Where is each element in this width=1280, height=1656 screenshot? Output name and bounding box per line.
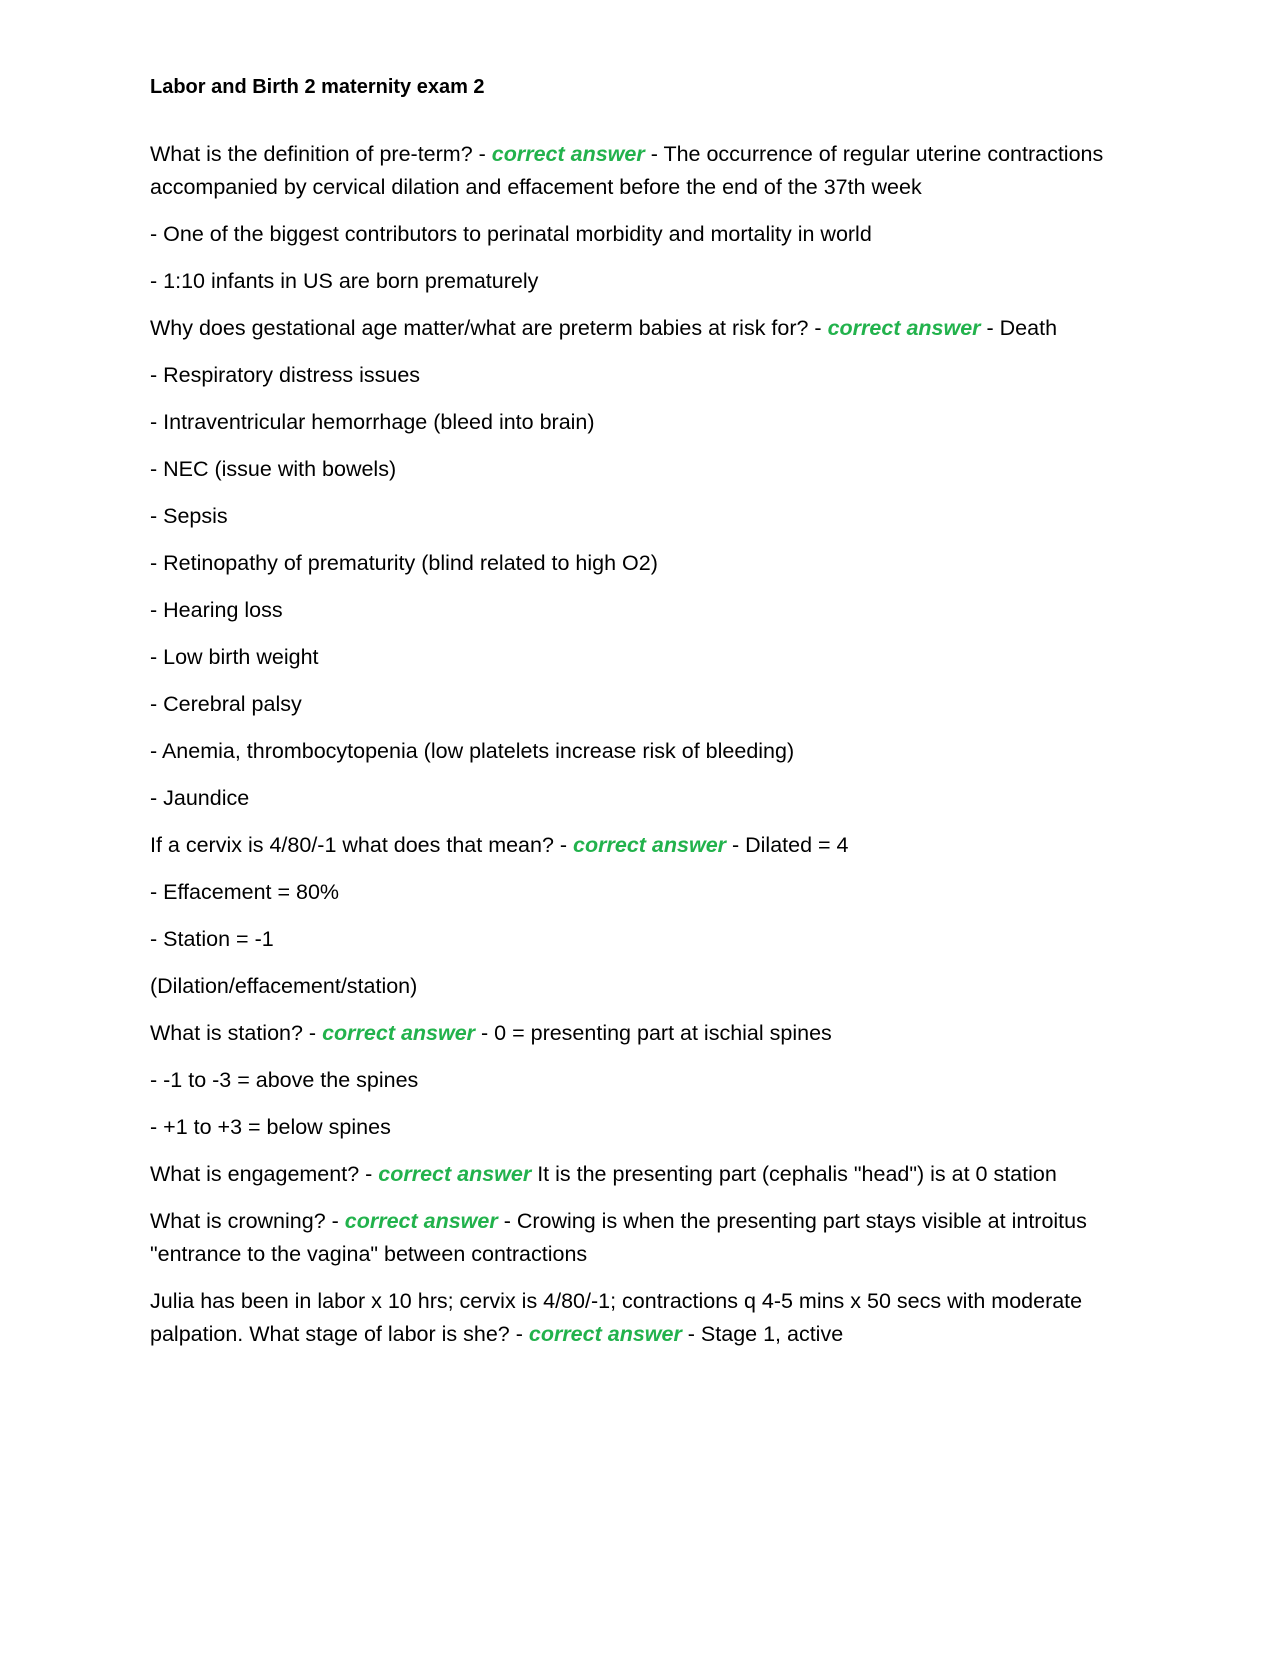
answer-text: - The occurrence of regular uterine contractions accompanied by cervical dilation and effacement before the end of the 37th week xyxy=(150,142,1104,199)
document-title: Labor and Birth 2 maternity exam 2 xyxy=(150,76,485,98)
qa-paragraph xyxy=(150,1205,1150,1271)
question-text: What is the definition of pre-term? - xyxy=(150,142,492,166)
text-paragraph: - Sepsis xyxy=(150,504,228,528)
text-paragraph: - Cerebral palsy xyxy=(150,692,302,716)
text-paragraph: - Respiratory distress issues xyxy=(150,363,421,387)
correct-answer-label: correct answer xyxy=(344,1209,498,1233)
answer-text: - 0 = presenting part at ischial spines xyxy=(475,1021,832,1045)
document-page xyxy=(150,74,1150,1365)
correct-answer-label: correct answer xyxy=(378,1162,532,1186)
qa-paragraph xyxy=(150,312,1150,345)
question-text: What is engagement? - xyxy=(150,1162,379,1186)
text-paragraph: - Hearing loss xyxy=(150,598,283,622)
correct-answer-label: correct answer xyxy=(491,142,645,166)
qa-paragraph xyxy=(150,138,1150,204)
text-paragraph: - Retinopathy of prematurity (blind related to high O2) xyxy=(150,551,658,575)
qa-paragraph xyxy=(150,1158,1150,1191)
answer-text: - Stage 1, active xyxy=(681,1322,844,1346)
text-paragraph: - Jaundice xyxy=(150,786,250,810)
question-text: What is crowning? - xyxy=(150,1209,345,1233)
answer-text: It is the presenting part (cephalis "head") is at 0 station xyxy=(531,1162,1057,1186)
correct-answer-label: correct answer xyxy=(528,1322,682,1346)
text-paragraph: - Effacement = 80% xyxy=(150,880,340,904)
text-paragraph: - One of the biggest contributors to perinatal morbidity and mortality in world xyxy=(150,222,872,246)
correct-answer-label: correct answer xyxy=(322,1021,476,1045)
text-paragraph: - Station = -1 xyxy=(150,927,274,951)
question-text: Julia has been in labor x 10 hrs; cervix is 4/80/-1; contractions q 4-5 mins x 50 secs with moderate palpation. What stage of labor is she? - xyxy=(150,1289,1083,1346)
answer-text: - Dilated = 4 xyxy=(726,833,849,857)
text-paragraph: (Dilation/effacement/station) xyxy=(150,974,418,998)
answer-text: - Crowing is when the presenting part stays visible at introitus "entrance to the vagina" between contractions xyxy=(150,1209,1087,1266)
answer-text: - Death xyxy=(980,316,1058,340)
qa-paragraph xyxy=(150,1017,1150,1050)
correct-answer-label: correct answer xyxy=(573,833,727,857)
text-paragraph: - -1 to -3 = above the spines xyxy=(150,1068,419,1092)
question-text: Why does gestational age matter/what are preterm babies at risk for? - xyxy=(150,316,828,340)
document-body xyxy=(150,138,1150,1351)
text-paragraph: - 1:10 infants in US are born prematurely xyxy=(150,269,539,293)
text-paragraph: - Intraventricular hemorrhage (bleed into brain) xyxy=(150,410,595,434)
text-paragraph: - NEC (issue with bowels) xyxy=(150,457,397,481)
question-text: What is station? - xyxy=(150,1021,323,1045)
text-paragraph: - Low birth weight xyxy=(150,645,319,669)
qa-paragraph xyxy=(150,1285,1150,1351)
question-text: If a cervix is 4/80/-1 what does that mean? - xyxy=(150,833,574,857)
text-paragraph: - Anemia, thrombocytopenia (low platelets increase risk of bleeding) xyxy=(150,739,795,763)
qa-paragraph xyxy=(150,829,1150,862)
text-paragraph: - +1 to +3 = below spines xyxy=(150,1115,391,1139)
correct-answer-label: correct answer xyxy=(827,316,981,340)
